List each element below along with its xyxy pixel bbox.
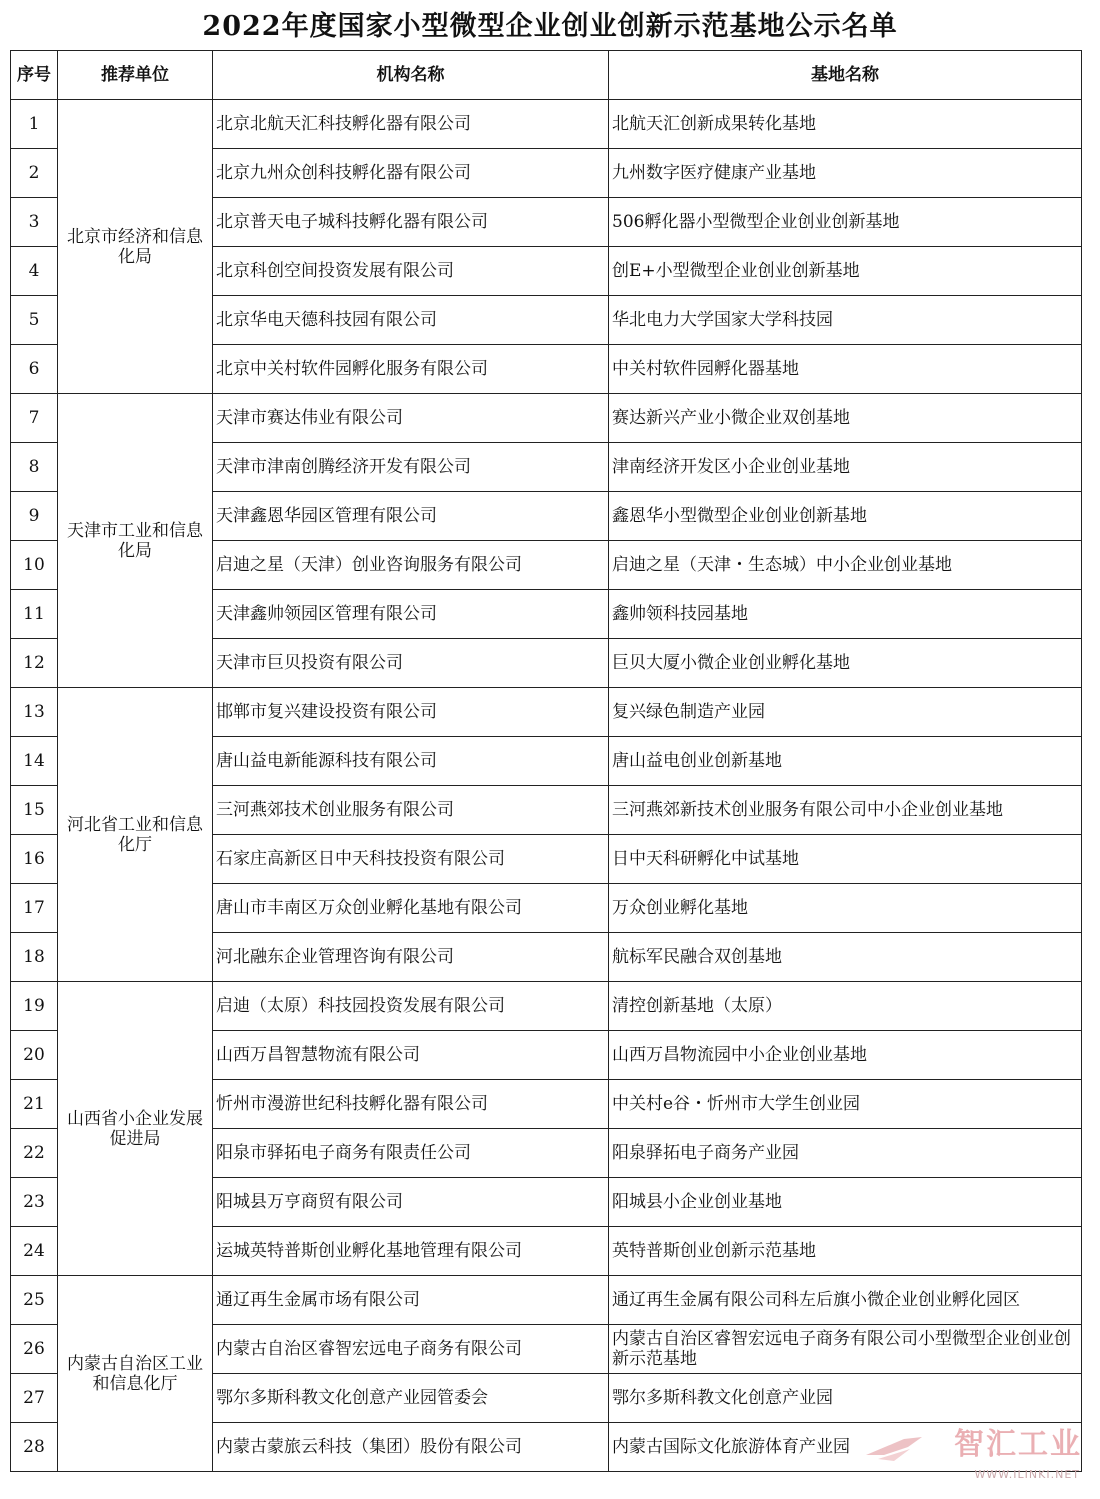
row-index: 17 [11, 884, 58, 933]
watermark-logo-icon [864, 1433, 924, 1467]
row-index: 5 [11, 296, 58, 345]
base-name-cell: 创E+小型微型企业创业创新基地 [609, 247, 1082, 296]
recommending-unit-cell: 北京市经济和信息化局 [58, 100, 213, 394]
base-name-cell: 日中天科研孵化中试基地 [609, 835, 1082, 884]
watermark-text: 智汇工业 [954, 1427, 1082, 1462]
organization-name-cell: 北京中关村软件园孵化服务有限公司 [213, 345, 609, 394]
organization-name-cell: 运城英特普斯创业孵化基地管理有限公司 [213, 1227, 609, 1276]
row-index: 14 [11, 737, 58, 786]
organization-name-cell: 北京科创空间投资发展有限公司 [213, 247, 609, 296]
base-name-cell: 山西万昌物流园中小企业创业基地 [609, 1031, 1082, 1080]
organization-name-cell: 山西万昌智慧物流有限公司 [213, 1031, 609, 1080]
base-name-cell: 赛达新兴产业小微企业双创基地 [609, 394, 1082, 443]
organization-name-cell: 唐山市丰南区万众创业孵化基地有限公司 [213, 884, 609, 933]
base-name-cell: 清控创新基地（太原） [609, 982, 1082, 1031]
organization-name-cell: 北京普天电子城科技孵化器有限公司 [213, 198, 609, 247]
organization-name-cell: 北京华电天德科技园有限公司 [213, 296, 609, 345]
base-name-cell: 中关村软件园孵化器基地 [609, 345, 1082, 394]
base-name-cell: 内蒙古国际文化旅游体育产业园 [609, 1423, 1082, 1472]
row-index: 2 [11, 149, 58, 198]
base-name-cell: 鑫帅领科技园基地 [609, 590, 1082, 639]
row-index: 12 [11, 639, 58, 688]
row-index: 11 [11, 590, 58, 639]
organization-name-cell: 鄂尔多斯科教文化创意产业园管委会 [213, 1374, 609, 1423]
base-name-cell: 三河燕郊新技术创业服务有限公司中小企业创业基地 [609, 786, 1082, 835]
base-name-cell: 通辽再生金属有限公司科左后旗小微企业创业孵化园区 [609, 1276, 1082, 1325]
row-index: 20 [11, 1031, 58, 1080]
row-index: 27 [11, 1374, 58, 1423]
row-index: 8 [11, 443, 58, 492]
organization-name-cell: 天津市巨贝投资有限公司 [213, 639, 609, 688]
base-name-cell: 506孵化器小型微型企业创业创新基地 [609, 198, 1082, 247]
organization-name-cell: 启迪之星（天津）创业咨询服务有限公司 [213, 541, 609, 590]
row-index: 23 [11, 1178, 58, 1227]
base-name-cell: 华北电力大学国家大学科技园 [609, 296, 1082, 345]
organization-name-cell: 忻州市漫游世纪科技孵化器有限公司 [213, 1080, 609, 1129]
watermark-url: WWW.ILINKI.NET [974, 1468, 1080, 1481]
base-name-cell: 唐山益电创业创新基地 [609, 737, 1082, 786]
row-index: 7 [11, 394, 58, 443]
base-name-cell: 津南经济开发区小企业创业基地 [609, 443, 1082, 492]
row-index: 9 [11, 492, 58, 541]
row-index: 24 [11, 1227, 58, 1276]
organization-name-cell: 天津鑫恩华园区管理有限公司 [213, 492, 609, 541]
base-name-cell: 内蒙古自治区睿智宏远电子商务有限公司小型微型企业创业创新示范基地 [609, 1325, 1082, 1374]
row-index: 13 [11, 688, 58, 737]
organization-name-cell: 阳泉市驿拓电子商务有限责任公司 [213, 1129, 609, 1178]
row-index: 28 [11, 1423, 58, 1472]
row-index: 1 [11, 100, 58, 149]
organization-name-cell: 启迪（太原）科技园投资发展有限公司 [213, 982, 609, 1031]
recommending-unit-cell: 内蒙古自治区工业和信息化厅 [58, 1276, 213, 1472]
base-name-cell: 英特普斯创业创新示范基地 [609, 1227, 1082, 1276]
header-base-name: 基地名称 [609, 51, 1082, 100]
watermark [872, 1427, 1092, 1487]
row-index: 18 [11, 933, 58, 982]
table-body [11, 100, 1082, 1472]
organization-name-cell: 通辽再生金属市场有限公司 [213, 1276, 609, 1325]
row-index: 16 [11, 835, 58, 884]
row-index: 21 [11, 1080, 58, 1129]
base-name-cell: 鑫恩华小型微型企业创业创新基地 [609, 492, 1082, 541]
header-organization-name: 机构名称 [213, 51, 609, 100]
row-index: 10 [11, 541, 58, 590]
organization-name-cell: 阳城县万亨商贸有限公司 [213, 1178, 609, 1227]
organization-name-cell: 邯郸市复兴建设投资有限公司 [213, 688, 609, 737]
base-name-cell: 鄂尔多斯科教文化创意产业园 [609, 1374, 1082, 1423]
organization-name-cell: 天津鑫帅领园区管理有限公司 [213, 590, 609, 639]
row-index: 22 [11, 1129, 58, 1178]
table-header-row [11, 51, 1082, 100]
row-index: 25 [11, 1276, 58, 1325]
base-name-cell: 九州数字医疗健康产业基地 [609, 149, 1082, 198]
organization-name-cell: 天津市赛达伟业有限公司 [213, 394, 609, 443]
base-name-cell: 万众创业孵化基地 [609, 884, 1082, 933]
header-recommending-unit: 推荐单位 [58, 51, 213, 100]
base-name-cell: 中关村e谷・忻州市大学生创业园 [609, 1080, 1082, 1129]
base-name-cell: 巨贝大厦小微企业创业孵化基地 [609, 639, 1082, 688]
page-title: 2022年度国家小型微型企业创业创新示范基地公示名单 [202, 11, 898, 42]
organization-name-cell: 北京九州众创科技孵化器有限公司 [213, 149, 609, 198]
row-index: 26 [11, 1325, 58, 1374]
base-name-cell: 阳泉驿拓电子商务产业园 [609, 1129, 1082, 1178]
base-name-cell: 复兴绿色制造产业园 [609, 688, 1082, 737]
organization-name-cell: 内蒙古自治区睿智宏远电子商务有限公司 [213, 1325, 609, 1374]
header-index: 序号 [11, 51, 58, 100]
row-index: 6 [11, 345, 58, 394]
organization-name-cell: 内蒙古蒙旅云科技（集团）股份有限公司 [213, 1423, 609, 1472]
table-row [11, 688, 1082, 737]
recommending-unit-cell: 天津市工业和信息化局 [58, 394, 213, 688]
row-index: 15 [11, 786, 58, 835]
organization-name-cell: 唐山益电新能源科技有限公司 [213, 737, 609, 786]
row-index: 19 [11, 982, 58, 1031]
organization-name-cell: 北京北航天汇科技孵化器有限公司 [213, 100, 609, 149]
row-index: 4 [11, 247, 58, 296]
base-name-cell: 北航天汇创新成果转化基地 [609, 100, 1082, 149]
recommending-unit-cell: 山西省小企业发展促进局 [58, 982, 213, 1276]
organization-name-cell: 三河燕郊技术创业服务有限公司 [213, 786, 609, 835]
table-row [11, 394, 1082, 443]
demo-base-table [10, 50, 1082, 1472]
base-name-cell: 阳城县小企业创业基地 [609, 1178, 1082, 1227]
organization-name-cell: 石家庄高新区日中天科技投资有限公司 [213, 835, 609, 884]
recommending-unit-cell: 河北省工业和信息化厅 [58, 688, 213, 982]
table-row [11, 100, 1082, 149]
base-name-cell: 航标军民融合双创基地 [609, 933, 1082, 982]
table-row [11, 982, 1082, 1031]
base-name-cell: 启迪之星（天津・生态城）中小企业创业基地 [609, 541, 1082, 590]
table-row [11, 1276, 1082, 1325]
organization-name-cell: 天津市津南创腾经济开发有限公司 [213, 443, 609, 492]
organization-name-cell: 河北融东企业管理咨询有限公司 [213, 933, 609, 982]
row-index: 3 [11, 198, 58, 247]
